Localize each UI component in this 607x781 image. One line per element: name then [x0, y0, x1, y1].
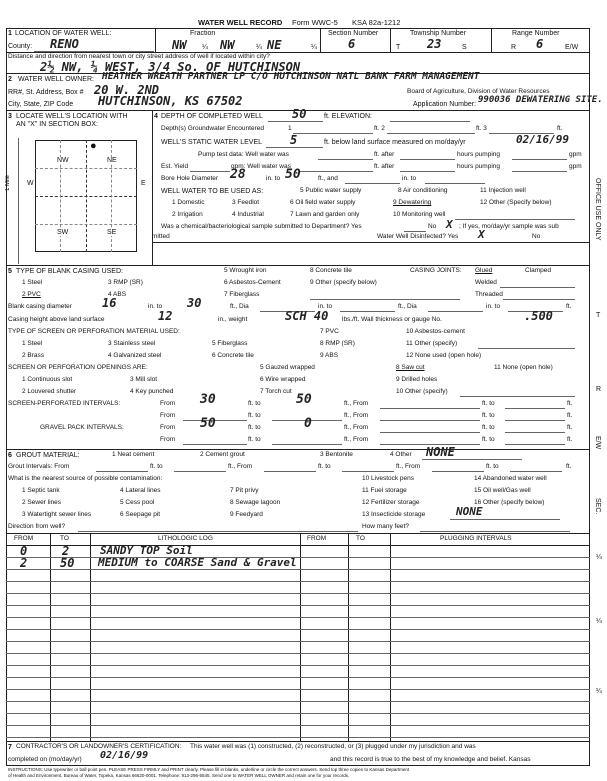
yield-after: ft. after	[374, 163, 395, 170]
perf-from-row2: From	[160, 412, 176, 419]
log-row-line	[6, 665, 590, 666]
section4-number: 4	[154, 113, 158, 120]
feet-label: How many feet?	[362, 523, 409, 530]
plug-from-header: FROM	[307, 535, 327, 542]
chem-no: No	[428, 223, 437, 230]
section1-number: 1	[8, 30, 12, 37]
casing-type[interactable]: 9 Other (specify below)	[310, 279, 377, 286]
perf-ft-to-2: ft. to	[482, 400, 495, 407]
log-row-line	[6, 677, 590, 678]
application-label: Application Number:	[413, 101, 477, 108]
lithologic-log-header: LITHOLOGIC LOG	[158, 535, 213, 542]
gravel-ft-end-row2: ft.	[567, 436, 573, 443]
opening-type[interactable]: 7 Torch cut	[260, 388, 292, 395]
screen-type[interactable]: 8 RMP (SR)	[320, 340, 355, 347]
chem-no-mark[interactable]: X	[446, 218, 453, 231]
depth-value[interactable]: 50	[292, 107, 307, 121]
screen-type[interactable]: 7 PVC	[320, 328, 339, 335]
screen-type[interactable]: 10 Asbestos-cement	[406, 328, 465, 335]
gravel-to-row2: ft. to	[248, 436, 261, 443]
form-title: WATER WELL RECORD	[198, 18, 283, 27]
casing-height-value[interactable]: 12	[158, 309, 173, 323]
casing-type[interactable]: 3 RMP (SR)	[108, 279, 143, 286]
log-row-from[interactable]: 0	[20, 544, 28, 558]
use-option[interactable]: 11 Injection well	[480, 187, 526, 194]
log-row-line	[6, 557, 590, 558]
quarter-symbol: ¼	[311, 44, 317, 51]
fraction-q2[interactable]: NW	[220, 38, 235, 52]
static-level-label: WELL'S STATIC WATER LEVEL	[161, 139, 263, 146]
perf-to-value[interactable]: 50	[296, 392, 312, 407]
gravel-from: From	[160, 424, 176, 431]
grout-to: ft. to	[150, 463, 163, 470]
casing-type[interactable]: 4 ABS	[108, 291, 127, 298]
bore-ft-and: ft., and	[318, 175, 338, 182]
screen-type[interactable]: 2 Brass	[22, 352, 45, 359]
grout-label: GROUT MATERIAL:	[16, 452, 80, 459]
blank-to-value[interactable]: 30	[187, 296, 202, 310]
contam-option[interactable]: 7 Pit privy	[230, 487, 259, 494]
plugging-intervals-header: PLUGGING INTERVALS	[440, 535, 512, 542]
use-option[interactable]: 3 Feedlot	[232, 199, 260, 206]
bore-in-to: in. to	[266, 175, 281, 182]
log-row-line	[6, 569, 590, 570]
fraction-q3[interactable]: NE	[267, 38, 282, 52]
screen-type[interactable]: 11 Other (specify)	[406, 340, 458, 347]
contam-option[interactable]: 8 Sewage lagoon	[230, 499, 281, 506]
gravel-ft-end: ft.	[567, 424, 573, 431]
log-row-line	[6, 689, 590, 690]
city-label: City, State, ZIP Code	[8, 101, 74, 108]
contam-option[interactable]: 12 Fertilizer storage	[362, 499, 420, 506]
casing-height-unit: in., weight	[218, 316, 248, 323]
groundwater-end: ft.	[557, 125, 563, 132]
screen-type[interactable]: 9 ABS	[320, 352, 339, 359]
use-option-selected[interactable]: 9 Dewatering	[393, 199, 432, 206]
log-row-to[interactable]: 2	[62, 544, 70, 558]
contam-option[interactable]: 2 Sewer lines	[22, 499, 62, 506]
screen-label: TYPE OF SCREEN OR PERFORATION MATERIAL USED:	[8, 328, 180, 335]
use-option[interactable]: 4 Industrial	[232, 211, 264, 218]
grout-type[interactable]: 2 Cement grout	[200, 451, 245, 458]
chem-sample-label: Was a chemical/bacteriological sample submitted to Department? Yes	[161, 223, 362, 230]
blank-dia-label: Blank casing diameter	[8, 303, 72, 310]
fraction-label: Fraction	[190, 30, 216, 37]
distance-label: Distance and direction from nearest town or city street address of well if located within city?	[8, 53, 270, 60]
chem-mitted: mitted	[152, 233, 170, 240]
contam-option[interactable]: 5 Cess pool	[120, 499, 155, 506]
pump-after: ft. after	[374, 151, 395, 158]
application-value[interactable]: 990036 DEWATERING SITE.	[478, 95, 603, 105]
yield-hours: hours pumping	[457, 163, 500, 170]
groundwater-1: 1	[288, 125, 292, 132]
owner-value[interactable]: HEATHER WREATH PARTNER LP C/O HUTCHINSON NATL BANK FARM MANAGEMENT	[102, 71, 480, 82]
grout-to-2: ft. to	[318, 463, 331, 470]
casing-type[interactable]: 7 Fiberglass	[224, 291, 260, 298]
static-date[interactable]: 02/16/99	[516, 133, 569, 146]
section1-title: LOCATION OF WATER WELL:	[15, 30, 112, 37]
use-option[interactable]: 8 Air conditioning	[398, 187, 448, 194]
yield-gpm: gpm: Well water was	[231, 163, 291, 170]
margin-quarter-2: ¼	[596, 618, 602, 625]
certification-label: CONTRACTOR'S OR LANDOWNER'S CERTIFICATION:	[16, 743, 182, 750]
completed-tail: and this record is true to the best of my knowledge and belief. Kansas	[330, 756, 531, 763]
rr-value[interactable]: 20 W. 2ND	[94, 83, 160, 97]
contamination-label: What is the nearest source of possible contamination:	[8, 475, 163, 482]
screen-type[interactable]: 12 None used (open hole)	[406, 352, 482, 359]
grout-ft-end: ft.	[566, 463, 572, 470]
casing-weight-value[interactable]: SCH 40	[285, 309, 329, 323]
grout-ft-from-2: ft., From	[396, 463, 421, 470]
depth-unit: ft. ELEVATION:	[324, 113, 372, 120]
joints-clamped[interactable]: Clamped	[525, 267, 552, 274]
use-option[interactable]: 2 Irrigation	[172, 211, 203, 218]
contam-option[interactable]: 1 Septic tank	[22, 487, 60, 494]
contam-option[interactable]: 16 Other (specify below)	[474, 499, 545, 506]
board-label: Board of Agriculture, Division of Water Resources	[407, 88, 550, 95]
contam-option[interactable]: 10 Livestock pens	[362, 475, 415, 482]
log-row-to[interactable]: 50	[60, 556, 75, 570]
range-label: Range Number	[512, 30, 560, 37]
contam-other-value[interactable]: NONE	[456, 505, 483, 518]
use-label: WELL WATER TO BE USED AS:	[161, 188, 264, 195]
joints-glued[interactable]: Glued	[475, 267, 493, 274]
bore-in-to-2: in. to	[402, 175, 417, 182]
contam-option[interactable]: 11 Fuel storage	[362, 487, 407, 494]
township-s: S	[462, 44, 467, 51]
mile-label: 1 Mile	[5, 175, 11, 192]
log-row-line	[6, 701, 590, 702]
perf-to: ft. to	[248, 400, 261, 407]
pump-test-label: Pump test data: Well water was	[198, 151, 289, 158]
section3-title-line2: AN "X" IN SECTION BOX:	[16, 121, 98, 128]
log-row-desc[interactable]: SANDY TOP Soil	[100, 544, 193, 557]
county-value[interactable]: RENO	[50, 37, 79, 51]
gravel-ft-to: ft. to	[482, 424, 495, 431]
ksa-number: KSA 82a-1212	[352, 18, 401, 27]
static-level-value[interactable]: 5	[290, 133, 298, 147]
gravel-from-value[interactable]: 50	[200, 416, 216, 431]
gravel-ft-from-row2: ft., From	[344, 436, 369, 443]
city-value[interactable]: HUTCHINSON, KS 67502	[98, 94, 243, 108]
section3-number: 3	[8, 113, 12, 120]
gravel-from-row2: From	[160, 436, 176, 443]
log-row-line	[6, 629, 590, 630]
contam-option[interactable]: 9 Feedyard	[230, 511, 263, 518]
township-label: Township Number	[410, 30, 467, 37]
depth-label: DEPTH OF COMPLETED WELL	[161, 113, 263, 120]
log-row-line	[6, 581, 590, 582]
log-row-line	[6, 641, 590, 642]
rr-label: RR#, St. Address, Box #	[8, 89, 84, 96]
section3-title-line1: LOCATE WELL'S LOCATION WITH	[16, 113, 128, 120]
range-ew: E/W	[565, 44, 579, 51]
completed-label: completed on (mo/day/yr)	[8, 756, 82, 763]
opening-type[interactable]: 2 Louvered shutter	[22, 388, 77, 395]
contam-option[interactable]: 3 Watertight sewer lines	[22, 511, 92, 518]
bore-label: Bore Hole Diameter	[161, 175, 219, 182]
screen-type[interactable]: 5 Fiberglass	[212, 340, 248, 347]
quadrant-nw: NW	[57, 157, 69, 164]
perf-ft-end: ft.	[567, 400, 573, 407]
blank-in-to: in. to	[148, 303, 163, 310]
opening-type[interactable]: 3 Mill slot	[130, 376, 158, 383]
log-row-line	[6, 737, 590, 738]
screen-type[interactable]: 4 Galvanized steel	[108, 352, 162, 359]
margin-r: R	[596, 386, 602, 393]
casing-type[interactable]: 5 Wrought iron	[224, 267, 267, 274]
distance-value[interactable]: 2½ NW, ¼ WEST, 3/4 So. OF HUTCHINSON	[40, 60, 301, 74]
office-use-label: OFFICE USE ONLY	[594, 178, 601, 241]
opening-type[interactable]: 6 Wire wrapped	[260, 376, 306, 383]
use-option[interactable]: 6 Oil field water supply	[290, 199, 356, 206]
gravel-label: GRAVEL PACK INTERVALS:	[40, 424, 124, 431]
quarter-symbol: ¼	[256, 44, 262, 51]
direction-label: Direction from well?	[8, 523, 66, 530]
perf-ft-end-row2: ft.	[567, 412, 573, 419]
disinfected-label: Water Well Disinfected? Yes	[377, 233, 459, 240]
perf-ft-from: ft., From	[344, 400, 369, 407]
opening-type[interactable]: 5 Gauzed wrapped	[260, 364, 315, 371]
casing-type[interactable]: 8 Concrete tile	[310, 267, 352, 274]
log-row-from[interactable]: 2	[20, 556, 28, 570]
perf-ft-from-row2: ft., From	[344, 412, 369, 419]
chem-if-yes: ; If yes, mo/day/yr sample was sub	[459, 223, 559, 230]
margin-sec: SEC.	[594, 498, 601, 515]
log-row-desc[interactable]: MEDIUM to COARSE Sand & Gravel	[98, 556, 297, 569]
groundwater-label: Depth(s) Groundwater Encountered	[161, 125, 264, 132]
bore-to-value[interactable]: 50	[285, 167, 301, 182]
casing-type[interactable]: 1 Steel	[22, 279, 43, 286]
perf-intervals-label: SCREEN-PERFORATED INTERVALS:	[8, 400, 121, 407]
blank-ft: ft.	[566, 303, 572, 310]
grout-type[interactable]: 1 Neat cement	[112, 451, 155, 458]
quadrant-se: SE	[107, 229, 117, 236]
casing-type-selected[interactable]: 2 PVC	[22, 291, 41, 298]
log-to-header: TO	[60, 535, 69, 542]
casing-label: TYPE OF BLANK CASING USED:	[16, 268, 123, 275]
casing-type[interactable]: 6 Asbestos-Cement	[224, 279, 281, 286]
joints-label: CASING JOINTS:	[410, 267, 462, 274]
instructions-line1: INSTRUCTIONS: Use typewriter or ball point pen. PLEASE PRESS FIRMLY and PRINT clearly. Please fill in blanks, underline or circle the correct answers. Send top three copies to Kansas Department	[8, 767, 410, 772]
grout-type[interactable]: 4 Other	[390, 451, 412, 458]
quarter-symbol: ¼	[202, 44, 208, 51]
margin-ew: E/W	[594, 436, 601, 450]
contam-option[interactable]: 6 Seepage pit	[120, 511, 161, 518]
section-number-label: Section Number	[328, 30, 379, 37]
opening-type-selected[interactable]: 8 Saw cut	[396, 364, 425, 371]
disinfected-yes-mark[interactable]: X	[478, 228, 485, 241]
range-value[interactable]: 6	[536, 37, 544, 51]
pump-gpm: gpm	[569, 151, 582, 158]
casing-weight-unit: lbs./ft. Wall thickness or gauge No.	[342, 316, 442, 323]
static-level-desc: ft. below land surface measured on mo/day/yr	[324, 139, 466, 146]
quadrant-sw: SW	[57, 229, 69, 236]
gravel-to-value[interactable]: 0	[304, 416, 312, 431]
log-row-line	[6, 593, 590, 594]
opening-type[interactable]: 11 None (open hole)	[494, 364, 553, 371]
grout-ft-from: ft., From	[228, 463, 253, 470]
perf-to-row2: ft. to	[248, 412, 261, 419]
casing-height-label: Casing height above land surface	[8, 316, 105, 323]
joints-threaded[interactable]: Threaded	[475, 291, 503, 298]
yield-label: Est. Yield	[161, 163, 189, 170]
township-t: T	[396, 44, 401, 51]
use-option[interactable]: 10 Monitoring well	[393, 211, 446, 218]
log-row-line	[6, 617, 590, 618]
use-option[interactable]: 5 Public water supply	[300, 187, 362, 194]
grout-other-value[interactable]: NONE	[426, 445, 455, 459]
opening-type[interactable]: 9 Drilled holes	[396, 376, 438, 383]
fraction-q1[interactable]: NW	[172, 38, 187, 52]
instructions-line2: of Health and Environment, Bureau of Water, Topeka, Kansas 66620-0001. Telephone: 913-296-5545. Send one to WATER WELL OWNER and retain one for your records.	[8, 773, 350, 778]
quadrant-ne: NE	[107, 157, 117, 164]
plug-to-header: TO	[356, 535, 365, 542]
opening-type[interactable]: 1 Continuous slot	[22, 376, 73, 383]
screen-type[interactable]: 6 Concrete tile	[212, 352, 254, 359]
completed-date-value[interactable]: 02/16/99	[100, 750, 149, 761]
screen-type[interactable]: 1 Steel	[22, 340, 43, 347]
perf-from: From	[160, 400, 176, 407]
log-from-header: FROM	[14, 535, 34, 542]
bore-diameter-value[interactable]: 28	[230, 167, 246, 182]
grout-type[interactable]: 3 Bentonite	[320, 451, 353, 458]
use-option[interactable]: 7 Lawn and garden only	[290, 211, 360, 218]
perf-from-value[interactable]: 30	[200, 392, 216, 407]
use-option[interactable]: 12 Other (Specify below)	[480, 199, 552, 206]
margin-quarter-3: ¼	[596, 688, 602, 695]
blank-ft-dia-2: ft., Dia	[398, 303, 417, 310]
blank-in-to-3: in. to	[486, 303, 501, 310]
contam-option[interactable]: 4 Lateral lines	[120, 487, 161, 494]
county-label: County:	[8, 43, 33, 50]
range-r: R	[511, 44, 517, 51]
opening-type[interactable]: 10 Other (specify)	[396, 388, 448, 395]
yield-gpm-unit: gpm	[569, 163, 582, 170]
log-row-line	[6, 725, 590, 726]
section-number-value[interactable]: 6	[348, 37, 356, 51]
section2-number: 2	[8, 76, 12, 83]
section6-number: 6	[8, 452, 12, 459]
margin-t: T	[596, 312, 601, 319]
gravel-ft-to-row2: ft. to	[482, 436, 495, 443]
contam-option[interactable]: 13 Insecticide storage	[362, 511, 426, 518]
screen-type[interactable]: 3 Stainless steel	[108, 340, 156, 347]
gauge-value[interactable]: .500	[524, 309, 553, 323]
log-row-line	[6, 653, 590, 654]
contam-option[interactable]: 15 Oil well/Gas well	[474, 487, 531, 494]
well-location-mark[interactable]: ●	[90, 140, 97, 152]
blank-ft-dia: ft., Dia	[230, 303, 249, 310]
groundwater-3: ft. 3	[476, 125, 487, 132]
blank-dia-value[interactable]: 16	[102, 296, 117, 310]
gravel-to: ft. to	[248, 424, 261, 431]
disinfected-no: No	[532, 233, 541, 240]
log-row-line	[6, 605, 590, 606]
use-option[interactable]: 1 Domestic	[172, 199, 205, 206]
gravel-ft-from: ft., From	[344, 424, 369, 431]
grout-intervals-label: Grout Intervals: From	[8, 463, 70, 470]
direction-w: W	[27, 180, 34, 187]
perf-ft-to-row2: ft. to	[482, 412, 495, 419]
certification-text: This water well was (1) constructed, (2) reconstructed, or (3) plugged under my jurisdiction and was	[190, 743, 476, 750]
groundwater-2: ft. 2	[374, 125, 385, 132]
log-row-line	[6, 713, 590, 714]
blank-in-to-2: in. to	[318, 303, 333, 310]
section5-number: 5	[8, 268, 12, 275]
township-value[interactable]: 23	[427, 37, 442, 51]
section7-number: 7	[8, 744, 12, 751]
form-id: Form WWC-5	[292, 18, 338, 27]
joints-welded[interactable]: Welded	[475, 279, 497, 286]
pump-hours: hours pumping	[457, 151, 500, 158]
margin-quarter-1: ¼	[596, 554, 602, 561]
grout-to-3: ft. to	[486, 463, 499, 470]
direction-e: E	[141, 180, 146, 187]
opening-type[interactable]: 4 Key punched	[130, 388, 174, 395]
openings-label: SCREEN OR PERFORATION OPENINGS ARE:	[8, 364, 148, 371]
contam-option[interactable]: 14 Abandoned water well	[474, 475, 547, 482]
owner-label: WATER WELL OWNER:	[18, 76, 94, 83]
